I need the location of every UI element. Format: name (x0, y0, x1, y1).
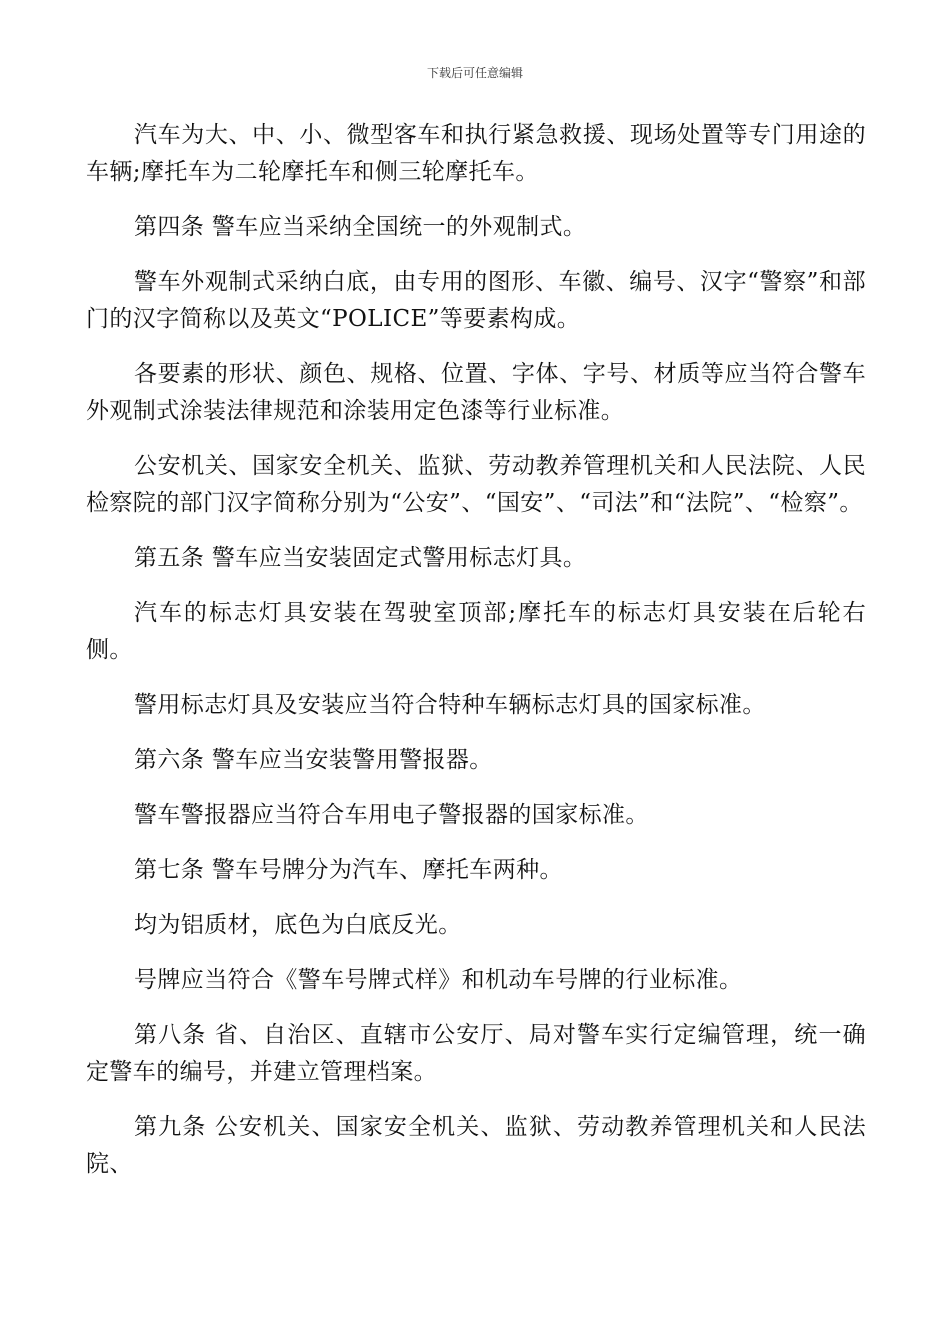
paragraph: 警用标志灯具及安装应当符合特种车辆标志灯具的国家标准。 (134, 692, 766, 718)
article-heading-7: 第七条 警车号牌分为汽车、摩托车两种。 (134, 857, 563, 883)
article-heading-6: 第六条 警车应当安装警用警报器。 (134, 747, 493, 773)
paragraph: 汽车的标志灯具安装在驾驶室顶部;摩托车的标志灯具安装在后轮右侧。 (86, 600, 866, 663)
article-heading-9: 第九条 公安机关、国家安全机关、监狱、劳动教养管理机关和人民法院、 (86, 1114, 866, 1177)
paragraph: 警车外观制式采纳白底，由专用的图形、车徽、编号、汉字“警察”和部门的汉字简称以及英文“POLICE”等要素构成。 (86, 269, 866, 332)
paragraph: 公安机关、国家安全机关、监狱、劳动教养管理机关和人民法院、人民检察院的部门汉字简称分别为“公安”、“国安”、“司法”和“法院”、“检察”。 (86, 453, 866, 516)
paragraph: 汽车为大、中、小、微型客车和执行紧急救援、现场处置等专门用途的车辆;摩托车为二轮摩托车和侧三轮摩托车。 (86, 122, 866, 185)
paragraph: 警车警报器应当符合车用电子警报器的国家标准。 (134, 802, 649, 828)
article-heading-8: 第八条 省、自治区、直辖市公安厅、局对警车实行定编管理，统一确定警车的编号，并建立管理档案。 (86, 1022, 866, 1085)
document-body (86, 117, 866, 1201)
paragraph: 均为铝质材，底色为白底反光。 (134, 912, 462, 938)
page-header-note: 下载后可任意编辑 (426, 66, 523, 80)
paragraph: 号牌应当符合《警车号牌式样》和机动车号牌的行业标准。 (134, 967, 743, 993)
article-heading-4: 第四条 警车应当采纳全国统一的外观制式。 (134, 214, 587, 240)
paragraph: 各要素的形状、颜色、规格、位置、字体、字号、材质等应当符合警车外观制式涂装法律规范和涂装用定色漆等行业标准。 (86, 361, 866, 424)
article-heading-5: 第五条 警车应当安装固定式警用标志灯具。 (134, 545, 587, 571)
